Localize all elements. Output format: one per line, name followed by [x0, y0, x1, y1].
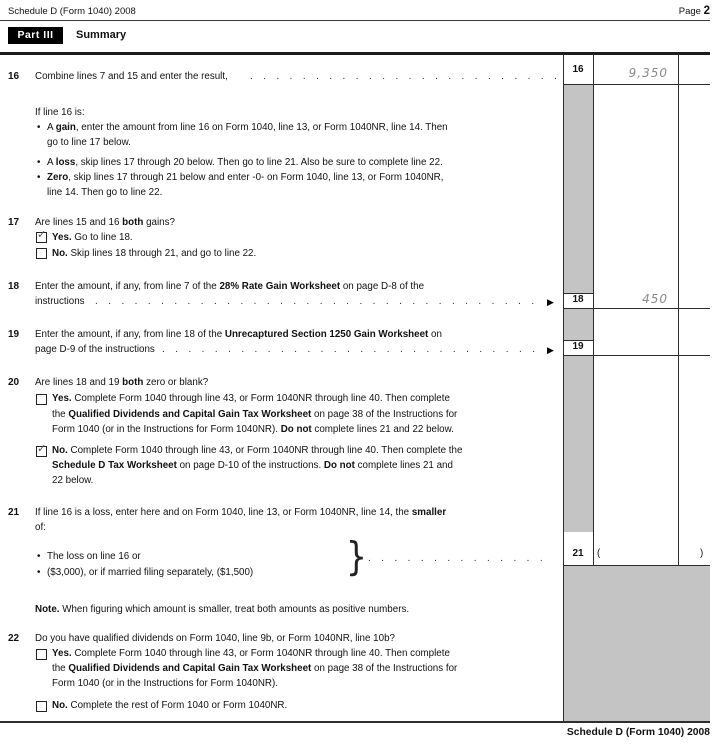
line20-yes-line2: the Qualified Dividends and Capital Gain Tax Worksheet on page 38 of the Instructions for	[52, 409, 458, 420]
line22-no-checkbox[interactable]	[36, 701, 47, 712]
entry16-amount-field[interactable]: 9,350	[628, 66, 668, 80]
line21-text-line1: If line 16 is a loss, enter here and on Form 1040, line 13, or Form 1040NR, line 14, the smaller	[35, 507, 447, 518]
line17-no-checkbox[interactable]	[36, 248, 47, 259]
line20-yes-line1: Yes. Complete Form 1040 through line 43, or Form 1040NR through line 40. Then complete	[52, 393, 450, 404]
line16-gain-line1: A gain, enter the amount from line 16 on Form 1040, line 13, or Form 1040NR, line 14. Then	[47, 122, 448, 133]
line20-no-line2: Schedule D Tax Worksheet on page D-10 of the instructions. Do not complete lines 21 and	[52, 460, 453, 471]
line19-text-line2: page D-9 of the instructions	[35, 344, 155, 355]
line16-text: Combine lines 7 and 15 and enter the result,	[35, 71, 228, 82]
line17-yes-checkbox[interactable]	[36, 229, 47, 243]
line22-yes-line1: Yes. Complete Form 1040 through line 43, or Form 1040NR through line 40. Then complete	[52, 648, 450, 659]
line19-number: 19	[8, 329, 20, 340]
line22-question: Do you have qualified dividends on Form 1040, line 9b, or Form 1040NR, line 10b?	[35, 633, 395, 644]
line16-zero-line2: line 14. Then go to line 22.	[47, 187, 163, 198]
line21-option1: The loss on line 16 or	[47, 551, 141, 562]
footer-rule	[0, 721, 710, 723]
line17-question: Are lines 15 and 16 both gains?	[35, 217, 175, 228]
line22-no-line1: No. Complete the rest of Form 1040 or Form 1040NR.	[52, 700, 288, 711]
line21-option2: ($3,000), or if married filing separately, ($1,500)	[47, 567, 254, 578]
line17-number: 17	[8, 217, 20, 228]
bullet-icon: •	[37, 567, 41, 578]
line22-yes-checkbox[interactable]	[36, 649, 47, 660]
line21-text-line2: of:	[35, 522, 46, 533]
bullet-icon: •	[37, 551, 41, 562]
line18-text-line1: Enter the amount, if any, from line 7 of the 28% Rate Gain Worksheet on page D-8 of the	[35, 281, 425, 292]
entry18-amount-field[interactable]: 450	[642, 292, 668, 306]
entry18-box-number: 18	[572, 294, 584, 305]
entry21-open-paren: (	[597, 548, 601, 559]
brace-icon: }	[345, 535, 367, 580]
check-icon: ✓	[37, 443, 47, 455]
line16-gain-line2: go to line 17 below.	[47, 137, 131, 148]
dot-leader-16	[250, 71, 557, 83]
part-iii-badge: Part III	[8, 27, 63, 44]
line20-yes-checkbox[interactable]	[36, 394, 47, 405]
line17-yes-label: Yes. Go to line 18.	[52, 232, 133, 243]
arrow-icon: ▶	[547, 297, 554, 307]
line22-yes-line3: Form 1040 (or in the Instructions for Form 1040NR).	[52, 678, 278, 689]
line17-no-label: No. Skip lines 18 through 21, and go to line 22.	[52, 248, 257, 259]
table-vline-cents	[678, 54, 679, 565]
line20-question: Are lines 18 and 19 both zero or blank?	[35, 377, 209, 388]
dot-leader-19	[162, 344, 543, 356]
footer-form-id: Schedule D (Form 1040) 2008	[566, 727, 710, 738]
bullet-icon: •	[37, 122, 41, 133]
line16-loss-line: A loss, skip lines 17 through 20 below. Then go to line 21. Also be sure to complete line 22.	[47, 157, 443, 168]
line20-yes-line3: Form 1040 (or in the Instructions for Form 1040NR). Do not complete lines 21 and 22 below.	[52, 424, 454, 435]
shaded-strip-1	[564, 85, 593, 293]
header-rule	[0, 20, 710, 21]
line22-yes-line2: the Qualified Dividends and Capital Gain Tax Worksheet on page 38 of the Instructions for	[52, 663, 458, 674]
line20-no-checkbox[interactable]	[36, 443, 47, 457]
dot-leader-18	[95, 296, 543, 308]
shaded-strip-2	[564, 309, 593, 340]
shaded-strip-3	[564, 356, 593, 532]
entry21-close-paren: )	[700, 548, 704, 559]
section-rule	[0, 52, 710, 55]
page-label: Page	[678, 6, 701, 17]
shaded-block-bottom	[564, 566, 711, 721]
entry21-box-number: 21	[572, 548, 584, 559]
dot-leader-21	[368, 553, 554, 565]
table-vline-mid	[593, 54, 594, 565]
line16-number: 16	[8, 71, 20, 82]
bullet-icon: •	[37, 172, 41, 183]
line21-note: Note. When figuring which amount is smaller, treat both amounts as positive numbers.	[35, 604, 410, 615]
line19-text-line1: Enter the amount, if any, from line 18 of the Unrecaptured Section 1250 Gain Worksheet on	[35, 329, 442, 340]
entry16-box-number: 16	[572, 64, 584, 75]
line18-number: 18	[8, 281, 20, 292]
header-form-id: Schedule D (Form 1040) 2008	[8, 6, 136, 17]
entry19-box-number: 19	[572, 341, 584, 352]
line20-number: 20	[8, 377, 20, 388]
header-page	[679, 5, 710, 17]
line20-no-line3: 22 below.	[52, 475, 94, 486]
arrow-icon: ▶	[547, 345, 554, 355]
line16-condition-intro: If line 16 is:	[35, 107, 85, 118]
line20-no-line1: No. Complete Form 1040 through line 43, or Form 1040NR through line 40. Then complete the	[52, 445, 463, 456]
line16-zero-line1: Zero, skip lines 17 through 21 below and enter -0- on Form 1040, line 13, or Form 1040NR,	[47, 172, 444, 183]
bullet-icon: •	[37, 157, 41, 168]
line18-text-line2: instructions	[35, 296, 85, 307]
line22-number: 22	[8, 633, 20, 644]
part-title: Summary	[76, 29, 127, 41]
line21-number: 21	[8, 507, 20, 518]
check-icon: ✓	[37, 229, 47, 241]
page-number: 2	[703, 5, 710, 17]
